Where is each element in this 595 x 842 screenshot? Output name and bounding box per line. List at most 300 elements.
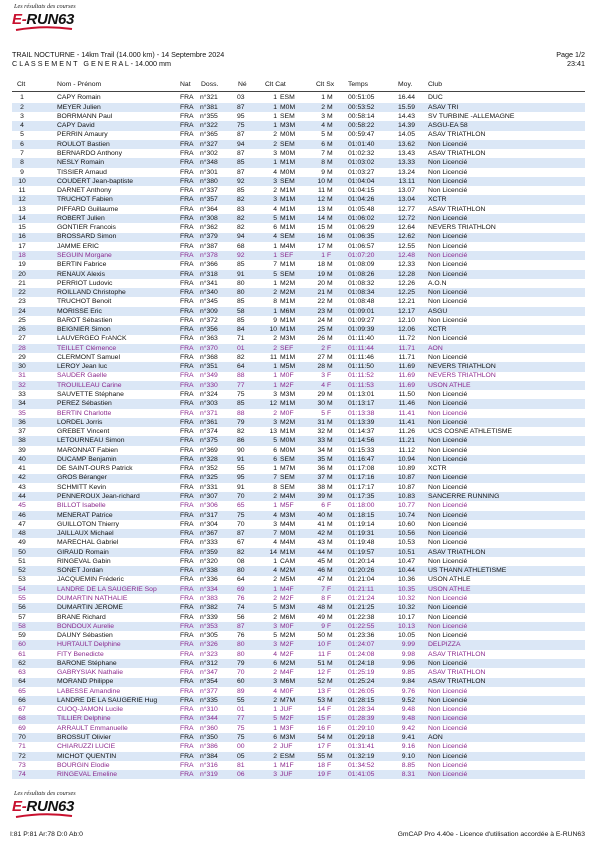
cell-sx-rank: 7	[321, 150, 325, 157]
cell-doss: n°320	[200, 557, 218, 565]
cell-ne: 94	[237, 233, 245, 241]
cell-sx: F	[327, 771, 332, 779]
cell-clt: 18	[18, 251, 26, 259]
cell-doss: n°327	[200, 140, 218, 148]
cell-doss: n°345	[200, 298, 218, 306]
cell-cat-rank: 2	[273, 613, 277, 621]
result-row	[12, 242, 585, 251]
cell-doss: n°365	[200, 131, 218, 139]
cell-temps: 01:32:19	[348, 752, 375, 760]
cell-doss: n°372	[200, 316, 218, 324]
cell-temps: 01:26:05	[348, 687, 375, 695]
cell-cat-rank: 1	[273, 585, 277, 593]
cell-doss: n°328	[200, 455, 218, 463]
cell-cat: M4F	[280, 585, 294, 593]
cell-temps: 01:24:08	[348, 650, 375, 658]
cell-doss: n°302	[200, 150, 218, 157]
cell-clt: 62	[18, 659, 26, 667]
cell-nat: FRA	[180, 678, 194, 686]
cell-temps: 01:24:18	[348, 659, 375, 667]
cell-ne: 75	[237, 122, 245, 130]
cell-clt: 32	[18, 381, 26, 389]
cell-moy: 14.43	[397, 112, 415, 120]
cell-sx: M	[327, 632, 333, 640]
cell-doss: n°337	[200, 187, 218, 195]
cell-sx-rank: 1	[321, 251, 325, 259]
cell-clt: 12	[18, 196, 26, 204]
cell-doss: n°366	[200, 261, 218, 269]
cell-cat-rank: 6	[273, 734, 277, 742]
cell-doss: n°312	[200, 659, 218, 667]
cell-nat: FRA	[180, 233, 194, 241]
cell-name: BERTIN Charlotte	[57, 409, 112, 417]
result-row	[12, 335, 585, 344]
cell-name: GIRAUD Romain	[57, 548, 109, 556]
cell-ne: 87	[237, 103, 245, 111]
cell-clt: 54	[18, 585, 26, 593]
cell-nat: FRA	[180, 372, 194, 380]
cell-doss: n°367	[200, 530, 218, 538]
cell-cat-rank: 3	[273, 418, 277, 426]
cell-sx: M	[327, 465, 333, 473]
cell-sx: F	[327, 344, 332, 352]
cell-nat: FRA	[180, 150, 194, 157]
print-time: 23:41	[567, 59, 585, 68]
cell-sx: M	[327, 548, 333, 556]
cell-sx-rank: 48	[317, 604, 325, 612]
cell-name: TEILLET Clémence	[57, 344, 117, 352]
result-row	[12, 501, 585, 510]
cell-moy: 8.31	[401, 771, 415, 779]
cell-clt: 41	[18, 465, 26, 473]
cell-moy: 11.46	[398, 400, 415, 408]
cell-moy: 13.43	[397, 150, 415, 157]
cell-nat: FRA	[180, 696, 194, 704]
cell-sx: M	[327, 696, 333, 704]
cell-clt: 57	[18, 613, 26, 621]
cell-clt: 71	[18, 743, 26, 751]
cell-sx-rank: 8	[321, 594, 325, 602]
cell-nat: FRA	[180, 251, 194, 259]
col-header-clt-sx: Clt Sx	[316, 81, 335, 88]
cell-club: Non Licencié	[428, 140, 468, 148]
cell-temps: 01:21:25	[348, 604, 375, 612]
cell-temps: 01:09:27	[348, 316, 375, 324]
cell-cat-rank: 1	[273, 761, 277, 769]
cell-moy: 11.72	[398, 335, 415, 343]
cell-cat: M0M	[280, 437, 296, 445]
cell-temps: 01:25:19	[348, 669, 375, 677]
cell-name: PENNEROUX Jean-richard	[57, 493, 140, 500]
cell-clt: 51	[18, 557, 26, 565]
cell-nat: FRA	[180, 391, 194, 399]
cell-sx-rank: 12	[317, 196, 325, 204]
cell-sx: M	[327, 539, 333, 547]
cell-clt: 34	[18, 400, 26, 408]
col-header-name: Nom - Prénom	[57, 81, 102, 88]
cell-moy: 9.76	[401, 687, 415, 695]
cell-name: PEREZ Sébastien	[57, 400, 112, 408]
cell-clt: 52	[18, 567, 26, 575]
cell-cat: M1M	[280, 298, 296, 306]
cell-nat: FRA	[180, 168, 194, 176]
cell-club: Non Licencié	[428, 391, 468, 399]
cell-sx-rank: 3	[321, 112, 325, 120]
cell-cat: M1M	[280, 400, 296, 408]
cell-temps: 01:11:46	[348, 353, 374, 361]
cell-sx-rank: 9	[321, 622, 325, 630]
cell-moy: 13.24	[397, 168, 415, 176]
cell-name: DAUNY Sébastien	[57, 632, 113, 640]
cell-doss: n°321	[200, 94, 218, 102]
result-row	[12, 640, 585, 649]
cell-temps: 01:13:38	[348, 409, 375, 417]
cell-sx-rank: 54	[317, 734, 325, 742]
cell-moy: 9.96	[401, 659, 415, 667]
cell-club: Non Licencié	[428, 353, 468, 361]
cell-ne: 85	[237, 159, 245, 167]
cell-temps: 01:16:47	[348, 455, 375, 463]
cell-ne: 85	[237, 261, 245, 269]
cell-sx-rank: 4	[321, 381, 325, 389]
cell-sx: M	[327, 437, 333, 445]
cell-cat-rank: 8	[273, 298, 277, 306]
cell-cat-rank: 8	[273, 483, 277, 491]
cell-clt: 33	[18, 391, 26, 399]
cell-ne: 01	[237, 344, 245, 352]
cell-club: Non Licencié	[428, 187, 468, 195]
cell-doss: n°309	[200, 307, 218, 315]
cell-sx: M	[327, 261, 333, 269]
cell-moy: 12.55	[397, 242, 415, 250]
result-row	[12, 678, 585, 687]
cell-cat: M0F	[280, 687, 294, 695]
result-row	[12, 520, 585, 529]
cell-name: CAPY Romain	[57, 94, 101, 102]
cell-name: HURTAULT Delphine	[57, 641, 121, 649]
cell-name: RINGEVAL Gabin	[57, 557, 111, 565]
cell-name: JAMME ERIC	[57, 242, 99, 250]
cell-name: ARRAULT Emmanuelle	[57, 724, 128, 732]
cell-temps: 01:04:04	[348, 177, 375, 185]
cell-name: GABRYSIAK Nathalie	[57, 669, 123, 677]
cell-ne: 71	[237, 335, 245, 343]
cell-moy: 10.77	[397, 502, 415, 510]
cell-ne: 80	[237, 641, 245, 649]
result-row	[12, 103, 585, 112]
cell-clt: 44	[18, 493, 26, 500]
cell-doss: n°384	[200, 752, 218, 760]
cell-temps: 00:58:14	[348, 112, 375, 120]
cell-clt: 47	[18, 520, 26, 528]
result-row	[12, 140, 585, 149]
cell-club: ASAV TRIATHLON	[428, 650, 486, 658]
cell-clt: 37	[18, 428, 26, 436]
event-title: TRAIL NOCTURNE - 14km Trail (14.000 km) - 14 Septembre 2024	[12, 50, 225, 59]
cell-doss: n°322	[200, 122, 218, 130]
result-row	[12, 446, 585, 455]
cell-club: NEVERS TRIATHLON	[428, 363, 496, 371]
cell-cat: M0M	[280, 168, 296, 176]
cell-clt: 28	[18, 344, 26, 352]
cell-ne: 86	[237, 437, 245, 445]
cell-club: Non Licencié	[428, 724, 468, 732]
cell-clt: 4	[20, 122, 24, 130]
cell-temps: 01:17:08	[348, 465, 375, 473]
cell-cat-rank: 4	[273, 511, 277, 519]
cell-sx-rank: 23	[317, 307, 325, 315]
cell-moy: 11.21	[398, 437, 415, 445]
cell-ne: 82	[237, 214, 245, 222]
cell-club: Non Licencié	[428, 696, 468, 704]
cell-ne: 01	[237, 706, 245, 714]
cell-sx-rank: 14	[317, 706, 325, 714]
cell-moy: 12.64	[397, 224, 415, 232]
cell-cat: M7M	[280, 696, 296, 704]
cell-club: Non Licencié	[428, 446, 468, 454]
cell-clt: 66	[18, 696, 26, 704]
cell-ne: 68	[237, 242, 245, 250]
cell-cat: M2M	[280, 567, 296, 575]
cell-sx: F	[327, 594, 332, 602]
result-row	[12, 603, 585, 612]
cell-ne: 87	[237, 530, 245, 538]
cell-doss: n°356	[200, 326, 218, 334]
cell-ne: 70	[237, 669, 245, 677]
cell-temps: 01:17:35	[348, 493, 375, 500]
cell-ne: 77	[237, 715, 245, 723]
cell-cat-rank: 2	[273, 493, 277, 500]
cell-club: ASGU-EA 58	[428, 122, 468, 130]
cell-name: BERNARDO Anthony	[57, 150, 122, 157]
cell-temps: 01:13:01	[348, 391, 375, 399]
cell-sx-rank: 21	[317, 289, 325, 297]
cell-sx-rank: 5	[321, 409, 325, 417]
cell-sx: M	[327, 428, 333, 436]
cell-nat: FRA	[180, 140, 194, 148]
cell-club: Non Licencié	[428, 270, 468, 278]
cell-name: SAUDER Gaelle	[57, 372, 107, 380]
cell-club: ASAV TRIATHLON	[428, 678, 486, 686]
result-row	[12, 631, 585, 640]
cell-club: DUC	[428, 94, 443, 102]
cell-ne: 76	[237, 594, 245, 602]
cell-cat: M6M	[280, 307, 296, 315]
cell-name: PIFFARD Guillaume	[57, 205, 119, 213]
cell-club: Non Licencié	[428, 409, 468, 417]
cell-nat: FRA	[180, 724, 194, 732]
footer-stats: I:81 P:81 Ar:78 D:0 Ab:0	[10, 831, 83, 838]
cell-clt: 36	[18, 418, 26, 426]
cell-club: XCTR	[428, 465, 447, 473]
cell-temps: 01:03:02	[348, 159, 375, 167]
cell-sx-rank: 47	[317, 576, 325, 584]
cell-club: Non Licencié	[428, 437, 468, 445]
cell-nat: FRA	[180, 437, 194, 445]
cell-cat: SEM	[280, 140, 295, 148]
cell-sx: M	[327, 224, 333, 232]
cell-nat: FRA	[180, 196, 194, 204]
cell-moy: 11.71	[398, 353, 415, 361]
cell-moy: 11.69	[398, 363, 415, 371]
cell-cat: M1M	[280, 224, 296, 232]
cell-sx-rank: 43	[317, 539, 325, 547]
result-row	[12, 381, 585, 390]
cell-sx-rank: 11	[317, 650, 325, 658]
cell-sx-rank: 6	[321, 140, 325, 148]
cell-doss: n°383	[200, 594, 218, 602]
result-row	[12, 576, 585, 585]
result-row	[12, 149, 585, 158]
cell-moy: 10.89	[397, 465, 415, 473]
cell-clt: 25	[18, 316, 26, 324]
cell-temps: 01:08:32	[348, 279, 375, 287]
cell-name: ROULOT Bastien	[57, 140, 110, 148]
cell-moy: 11.41	[398, 418, 415, 426]
cell-club: Non Licencié	[428, 298, 468, 306]
cell-sx-rank: 18	[317, 761, 325, 769]
cell-name: PERRIOT Ludovic	[57, 279, 113, 287]
cell-name: JAILLAUX Michael	[57, 530, 114, 538]
cell-doss: n°363	[200, 335, 218, 343]
cell-cat-rank: 6	[273, 659, 277, 667]
cell-ne: 88	[237, 409, 245, 417]
cell-cat-rank: 2	[273, 696, 277, 704]
result-row	[12, 94, 585, 103]
cell-cat: SEF	[280, 251, 294, 259]
cell-ne: 87	[237, 622, 245, 630]
cell-cat: M2M	[280, 289, 296, 297]
cell-moy: 10.35	[397, 585, 415, 593]
cell-cat: SEM	[280, 474, 295, 482]
cell-ne: 87	[237, 131, 245, 139]
cell-clt: 10	[18, 177, 26, 185]
cell-moy: 12.17	[397, 307, 415, 315]
cell-cat: M0F	[280, 622, 294, 630]
result-row	[12, 372, 585, 381]
cell-cat: SEM	[280, 112, 295, 120]
cell-cat: M1M	[280, 196, 296, 204]
cell-club: Non Licencié	[428, 289, 468, 297]
cell-club: A.O.N	[428, 279, 447, 287]
result-row	[12, 223, 585, 232]
cell-cat: SEM	[280, 177, 295, 185]
result-row	[12, 761, 585, 770]
cell-ne: 82	[237, 196, 245, 204]
cell-cat-rank: 7	[273, 530, 277, 538]
cell-sx: F	[327, 669, 332, 677]
result-row	[12, 195, 585, 204]
cell-club: Non Licencié	[428, 530, 468, 538]
cell-moy: 9.48	[401, 715, 415, 723]
cell-club: Non Licencié	[428, 261, 468, 269]
cell-club: Non Licencié	[428, 177, 468, 185]
cell-moy: 11.71	[398, 344, 415, 352]
cell-sx: M	[327, 94, 333, 102]
cell-clt: 19	[18, 261, 26, 269]
cell-sx: M	[327, 363, 333, 371]
cell-sx-rank: 53	[317, 696, 325, 704]
cell-sx: M	[327, 307, 333, 315]
cell-clt: 27	[18, 335, 26, 343]
cell-cat: M1M	[280, 214, 296, 222]
cell-moy: 9.98	[401, 650, 415, 658]
cell-temps: 01:11:50	[348, 363, 374, 371]
cell-doss: n°310	[200, 706, 218, 714]
cell-name: TISSIER Arnaud	[57, 168, 107, 176]
cell-sx-rank: 1	[321, 94, 325, 102]
cell-sx-rank: 15	[317, 224, 325, 232]
cell-nat: FRA	[180, 455, 194, 463]
result-row	[12, 270, 585, 279]
cell-moy: 10.74	[397, 511, 415, 519]
cell-name: BARONE Stéphane	[57, 659, 117, 667]
cell-cat-rank: 1	[273, 372, 277, 380]
cell-moy: 10.44	[397, 567, 415, 575]
result-row	[12, 288, 585, 297]
cell-cat: M2M	[280, 659, 296, 667]
col-header-nat: Nat	[180, 81, 191, 88]
cell-sx-rank: 40	[317, 511, 325, 519]
cell-name: BERTIN Fabrice	[57, 261, 107, 269]
cell-sx: M	[327, 474, 333, 482]
cell-ne: 91	[237, 270, 245, 278]
result-row	[12, 390, 585, 399]
cell-sx: M	[327, 168, 333, 176]
cell-sx-rank: 14	[317, 214, 325, 222]
cell-cat: M0M	[280, 446, 296, 454]
result-row	[12, 548, 585, 557]
cell-clt: 35	[18, 409, 26, 417]
cell-doss: n°360	[200, 724, 218, 732]
cell-sx-rank: 51	[317, 659, 325, 667]
cell-sx: F	[327, 251, 332, 259]
cell-cat-rank: 3	[273, 177, 277, 185]
col-header-clt-cat: Clt Cat	[265, 81, 286, 88]
cell-moy: 13.62	[397, 140, 415, 148]
cell-doss: n°304	[200, 520, 218, 528]
cell-name: SCHMITT Kevin	[57, 483, 106, 491]
cell-moy: 10.60	[397, 520, 415, 528]
cell-cat: M1M	[280, 316, 296, 324]
cell-temps: 01:06:35	[348, 233, 375, 241]
cell-sx-rank: 10	[317, 641, 325, 649]
col-header-doss: Doss.	[201, 81, 219, 88]
cell-nat: FRA	[180, 641, 194, 649]
cell-name: MORAND Philippe	[57, 678, 114, 686]
cell-sx: M	[327, 576, 333, 584]
cell-ne: 85	[237, 316, 245, 324]
result-row	[12, 752, 585, 761]
cell-cat-rank: 4	[273, 567, 277, 575]
cell-nat: FRA	[180, 270, 194, 278]
cell-sx-rank: 19	[317, 270, 325, 278]
cell-cat: M2M	[280, 632, 296, 640]
cell-ne: 56	[237, 613, 245, 621]
cell-cat: ESM	[280, 94, 295, 102]
cell-sx-rank: 12	[317, 669, 325, 677]
cell-temps: 00:59:47	[348, 131, 375, 139]
cell-name: LEROY Jean luc	[57, 363, 108, 371]
result-row	[12, 186, 585, 195]
cell-clt: 14	[18, 214, 26, 222]
cell-cat: M2F	[280, 641, 294, 649]
cell-cat: M5F	[280, 502, 294, 510]
cell-moy: 8.85	[401, 761, 415, 769]
result-row	[12, 724, 585, 733]
cell-ne: 70	[237, 493, 245, 500]
cell-sx-rank: 52	[317, 678, 325, 686]
